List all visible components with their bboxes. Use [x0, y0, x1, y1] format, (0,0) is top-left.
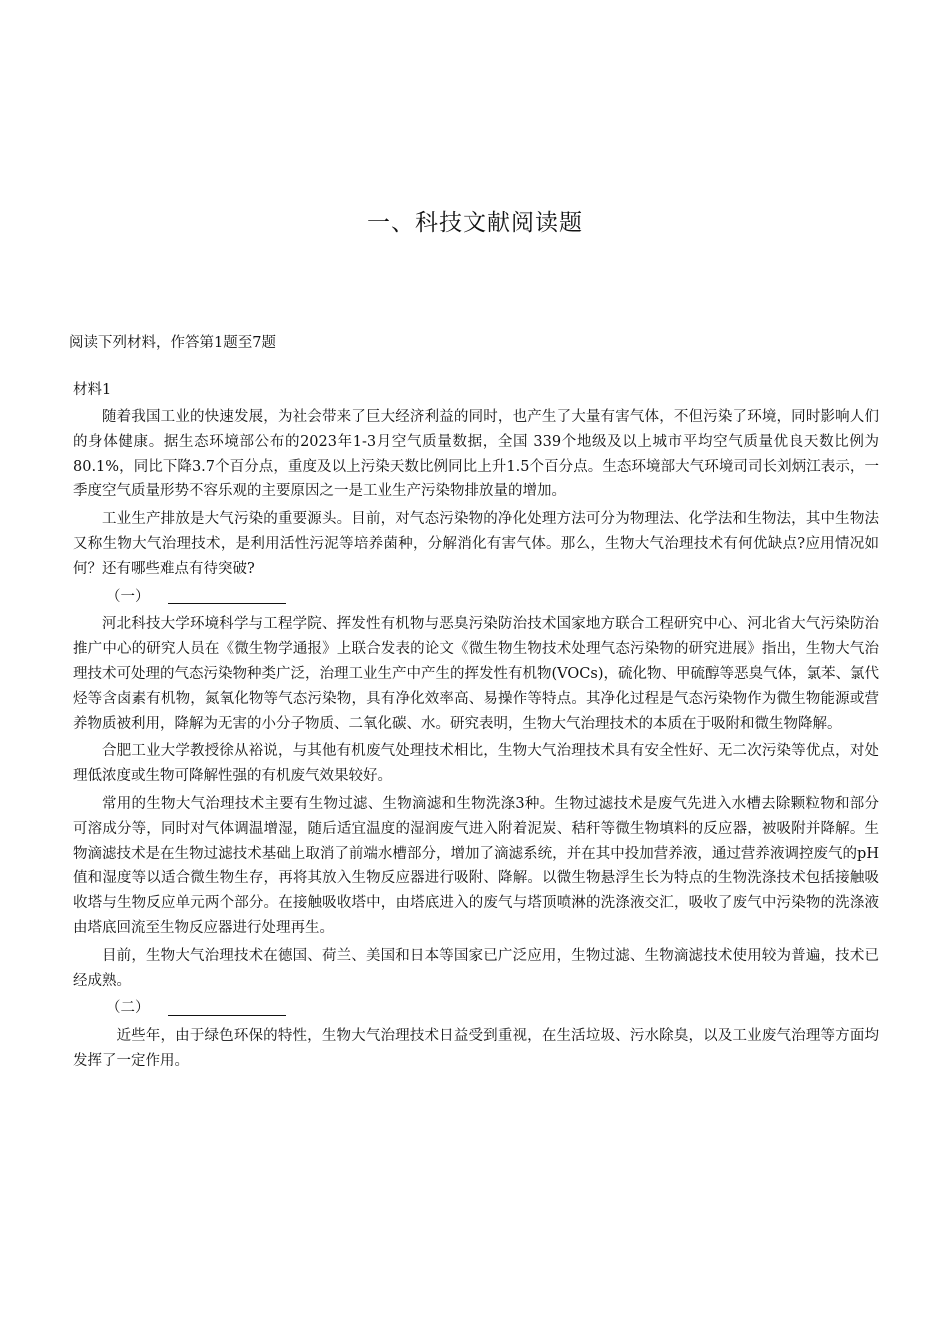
- paragraph: 合肥工业大学教授徐从裕说，与其他有机废气处理技术相比，生物大气治理技术具有安全性好、无二次污染等优点，对处理低浓度或生物可降解性强的有机废气效果较好。: [73, 743, 879, 785]
- reading-instruction: 阅读下列材料，作答第1题至7题: [69, 335, 276, 351]
- material-label: 材料1: [73, 382, 112, 398]
- paragraph: 目前，生物大气治理技术在德国、荷兰、美国和日本等国家已广泛应用，生物过滤、生物滴滤技术使用较为普遍，技术已经成熟。: [73, 947, 879, 989]
- paragraph: 随着我国工业的快速发展，为社会带来了巨大经济利益的同时，也产生了大量有害气体，不但污染了环境，同时影响人们的身体健康。据生态环境部公布的2023年1-3月空气质量数据，全国 339个地级及以上城市平均空气质量优良天数比例为80.1%，同比下降3.7个百分点，重度及以上污染天数比例同比上升1.5个百分点。生态环境部大气环境司司长刘炳江表示，一季度空气质量形势不容乐观的主要原因之一是工业生产污染物排放量的增加。: [73, 409, 879, 500]
- answer-blank[interactable]: [168, 589, 286, 604]
- answer-blank[interactable]: [168, 1001, 286, 1016]
- section-number: （一）: [106, 588, 150, 605]
- section-heading-1: [73, 585, 879, 610]
- paragraph: 常用的生物大气治理技术主要有生物过滤、生物滴滤和生物洗涤3种。生物过滤技术是废气先进入水槽去除颗粒物和部分可溶成分等，同时对气体调温增湿，随后适宜温度的湿润废气进入附着泥炭、秸秆等微生物填料的反应器，被吸附并降解。生物滴滤技术是在生物过滤技术基础上取消了前端水槽部分，增加了滴滤系统，并在其中投加营养液，通过营养液调控废气的pH值和湿度等以适合微生物生存，再将其放入生物反应器进行吸附、降解。以微生物悬浮生长为特点的生物洗涤技术包括接触吸收塔与生物反应单元两个部分。在接触吸收塔中，由塔底进入的废气与塔顶喷淋的洗涤液交汇，吸收了废气中污染物的洗涤液由塔底回流至生物反应器进行处理再生。: [73, 795, 879, 936]
- section-heading-2: [73, 996, 879, 1021]
- section-number: （二）: [106, 1000, 150, 1017]
- page-title: 一、科技文献阅读题: [367, 210, 583, 236]
- article-body: [73, 405, 879, 1077]
- paragraph: 河北科技大学环境科学与工程学院、挥发性有机物与恶臭污染防治技术国家地方联合工程研究中心、河北省大气污染防治推广中心的研究人员在《微生物学通报》上联合发表的论文《微生物生物技术处理气态污染物的研究进展》指出，生物大气治理技术可处理的气态污染物种类广泛，治理工业生产中产生的挥发性有机物(VOCs)，硫化物、甲硫醇等恶臭气体，氯苯、氯代烃等含卤素有机物，氮氧化物等气态污染物，具有净化效率高、易操作等特点。其净化过程是气态污染物作为微生物能源或营养物质被利用，降解为无害的小分子物质、二氧化碳、水。研究表明，生物大气治理技术的本质在于吸附和微生物降解。: [73, 616, 879, 732]
- paragraph: 工业生产排放是大气污染的重要源头。目前，对气态污染物的净化处理方法可分为物理法、化学法和生物法，其中生物法又称生物大气治理技术，是利用活性污泥等培养菌种，分解消化有害气体。那么，生物大气治理技术有何优缺点?应用情况如何？还有哪些难点有待突破?: [73, 511, 879, 577]
- paragraph: 近些年，由于绿色环保的特性，生物大气治理技术日益受到重视，在生活垃圾、污水除臭，以及工业废气治理等方面均发挥了一定作用。: [73, 1028, 879, 1069]
